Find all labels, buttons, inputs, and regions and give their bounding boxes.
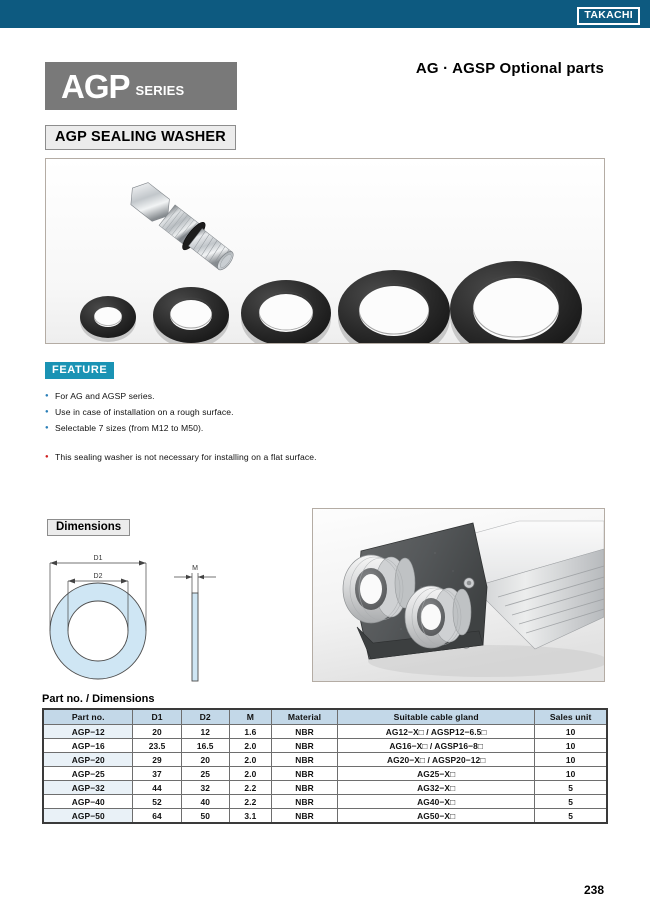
cell-part-no: AGP−40 [43,795,133,809]
cell-m: 2.2 [229,781,271,795]
cell-gland: AG50−X□ [338,809,535,824]
cell-gland: AG12−X□ / AGSP12−6.5□ [338,725,535,739]
table-row [43,781,607,795]
cell-gland: AG25−X□ [338,767,535,781]
cell-sales-unit: 5 [535,809,607,824]
cell-d1: 44 [133,781,181,795]
series-badge [45,62,237,110]
cell-material: NBR [271,795,337,809]
table-row [43,767,607,781]
cell-d2: 32 [181,781,229,795]
dimensions-drawing [38,543,268,688]
series-name: AGP [61,67,130,105]
cell-d1: 23.5 [133,739,181,753]
feature-item: ● For AG and AGSP series. [45,388,465,404]
product-photo-illustration [46,159,604,343]
cell-gland: AG20−X□ / AGSP20−12□ [338,753,535,767]
cell-gland: AG16−X□ / AGSP16−8□ [338,739,535,753]
cell-d1: 37 [133,767,181,781]
cell-d2: 12 [181,725,229,739]
cell-material: NBR [271,725,337,739]
col-sales: Sales unit [535,709,607,725]
cell-d2: 25 [181,767,229,781]
cell-sales-unit: 5 [535,781,607,795]
feature-item: ● Selectable 7 sizes (from M12 to M50). [45,420,465,436]
product-photo-washers [45,158,605,344]
series-suffix: SERIES [135,82,185,98]
panel-screw [464,578,474,588]
top-header-band [0,0,650,28]
cell-part-no: AGP−32 [43,781,133,795]
section-title: AGP SEALING WASHER [45,125,236,150]
cell-d2: 40 [181,795,229,809]
cell-gland: AG40−X□ [338,795,535,809]
cell-d1: 52 [133,795,181,809]
cell-m: 1.6 [229,725,271,739]
enclosure-illustration [313,509,604,681]
product-photo-enclosure [312,508,605,682]
cell-m: 2.0 [229,739,271,753]
d2-label: D2 [93,573,103,580]
col-d2: D2 [181,709,229,725]
m-label: M [192,565,198,572]
cell-material: NBR [271,809,337,824]
table-row [43,809,607,824]
m-dimension [174,573,216,593]
cell-m: 3.1 [229,809,271,824]
cell-sales-unit: 10 [535,725,607,739]
cell-m: 2.2 [229,795,271,809]
front-view [50,583,146,679]
cell-sales-unit: 10 [535,739,607,753]
side-view [192,593,198,681]
cell-part-no: AGP−20 [43,753,133,767]
cell-material: NBR [271,781,337,795]
col-gland: Suitable cable gland [338,709,535,725]
dimensions-table [42,708,608,824]
cell-sales-unit: 5 [535,795,607,809]
col-m: M [229,709,271,725]
cell-part-no: AGP−12 [43,725,133,739]
page-title: AG · AGSP Optional parts [415,60,604,77]
table-row [43,753,607,767]
takachi-logo: TAKACHI [577,7,640,25]
cell-d1: 64 [133,809,181,824]
table-row [43,739,607,753]
cell-gland: AG32−X□ [338,781,535,795]
col-d1: D1 [133,709,181,725]
table-caption: Part no. / Dimensions [42,693,155,705]
feature-note: ● This sealing washer is not necessary for installing on a flat surface. [45,449,465,465]
cell-m: 2.0 [229,767,271,781]
cell-part-no: AGP−50 [43,809,133,824]
d1-label: D1 [93,555,103,562]
col-material: Material [271,709,337,725]
dimensions-title: Dimensions [47,519,130,536]
washer-2 [153,287,229,343]
feature-list [45,388,465,465]
cell-d2: 20 [181,753,229,767]
feature-badge: FEATURE [45,362,114,379]
cell-sales-unit: 10 [535,767,607,781]
cell-d2: 50 [181,809,229,824]
cell-material: NBR [271,739,337,753]
cell-part-no: AGP−16 [43,739,133,753]
cell-sales-unit: 10 [535,753,607,767]
washer-3 [241,280,331,343]
feature-item: ● Use in case of installation on a rough surface. [45,404,465,420]
washer-dimension-diagram [38,543,268,688]
washer-1 [80,296,136,342]
cell-d2: 16.5 [181,739,229,753]
cell-m: 2.0 [229,753,271,767]
table-header-row [43,709,607,725]
cell-material: NBR [271,753,337,767]
table-row [43,795,607,809]
cell-d1: 29 [133,753,181,767]
col-part-no: Part no. [43,709,133,725]
table-body [43,725,607,824]
cell-part-no: AGP−25 [43,767,133,781]
cell-material: NBR [271,767,337,781]
cell-d1: 20 [133,725,181,739]
table-row [43,725,607,739]
page-number: 238 [583,883,604,897]
